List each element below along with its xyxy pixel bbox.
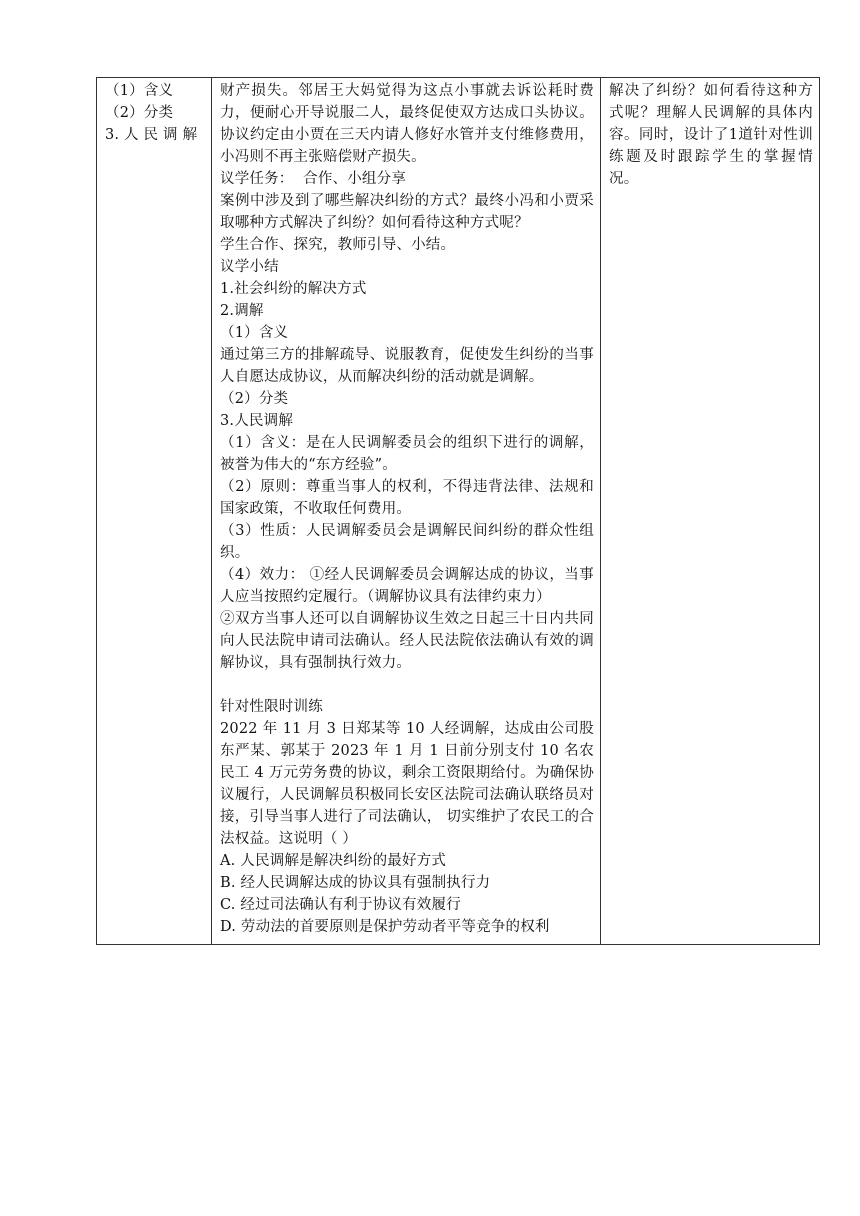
summary-3-2: （2）原则：尊重当事人的权利，不得违背法律、法规和国家政策，不收取任何费用。	[220, 479, 594, 517]
summary-point-2: 2.调解	[220, 303, 264, 319]
practice-title: 针对性限时训练	[220, 699, 323, 715]
summary-2-2-title: （2）分类	[220, 391, 289, 407]
summary-3-4b: ②双方当事人还可以自调解协议生效之日起三十日内共同向人民法院申请司法确认。经人民法院依法确认有效的调解协议，具有强制执行效力。	[220, 611, 594, 671]
lesson-plan-table	[96, 77, 820, 945]
left-item-meaning: （1）含义	[105, 83, 174, 99]
summary-3-3: （3）性质：人民调解委员会是调解民间纠纷的群众性组织。	[220, 523, 594, 561]
option-d: D. 劳动法的首要原则是保护劳动者平等竞争的权利	[220, 919, 550, 935]
option-b: B. 经人民调解达成的协议具有强制执行力	[220, 875, 491, 891]
summary-title: 议学小结	[220, 259, 279, 275]
task-title: 议学任务： 合作、小组分享	[220, 171, 407, 187]
summary-point-3: 3.人民调解	[220, 413, 294, 429]
summary-3-4: （4）效力： ①经人民调解委员会调解达成的协议，当事人应当按照约定履行。（调解协议具有法律约束力）	[220, 567, 594, 605]
design-intent-text: 解决了纠纷？如何看待这种方式呢？理解人民调解的具体内容。同时，设计了1道针对性训练题及时跟踪学生的掌握情况。	[609, 83, 813, 187]
left-item-category: （2）分类	[105, 105, 174, 121]
task-question: 案例中涉及到了哪些解决纠纷的方式？最终小冯和小贾采取哪种方式解决了纠纷？如何看待这种方式呢？	[220, 193, 594, 231]
option-c: C. 经过司法确认有利于协议有效履行	[220, 897, 461, 913]
summary-point-1: 1.社会纠纷的解决方式	[220, 281, 367, 297]
blank-line	[220, 674, 594, 696]
middle-column-cell	[212, 78, 601, 945]
summary-2-1-title: （1）含义	[220, 325, 289, 341]
summary-2-1-text: 通过第三方的排解疏导、说服教育，促使发生纠纷的当事人自愿达成协议，从而解决纠纷的活动就是调解。	[220, 347, 594, 385]
left-column-cell	[97, 78, 212, 945]
left-item-people-mediation: 3. 人 民 调 解	[105, 127, 198, 143]
summary-3-1: （1）含义：是在人民调解委员会的组织下进行的调解，被誉为伟大的“东方经验”。	[220, 435, 594, 473]
practice-stem: 2022 年 11 月 3 日郑某等 10 人经调解，达成由公司股东严某、郭某于 2023 年 1 月 1 日前分别支付 10 名农民工 4 万元劳务费的协议，剩余工资限期给付。为确保协议履行，人民调解员积极同长安区法院司法确认联络员对接，引导当事人进行了司法确认， 切实维护了农民工的合法权益。这说明（ ）	[220, 721, 594, 847]
task-method: 学生合作、探究，教师引导、小结。	[220, 237, 456, 253]
case-text: 财产损失。邻居王大妈觉得为这点小事就去诉讼耗时费力，便耐心开导说服二人，最终促使双方达成口头协议。协议约定由小贾在三天内请人修好水管并支付维修费用，小冯则不再主张赔偿财产损失。	[220, 83, 594, 165]
right-column-cell	[601, 78, 820, 945]
option-a: A. 人民调解是解决纠纷的最好方式	[220, 853, 447, 869]
table-row	[97, 78, 820, 945]
